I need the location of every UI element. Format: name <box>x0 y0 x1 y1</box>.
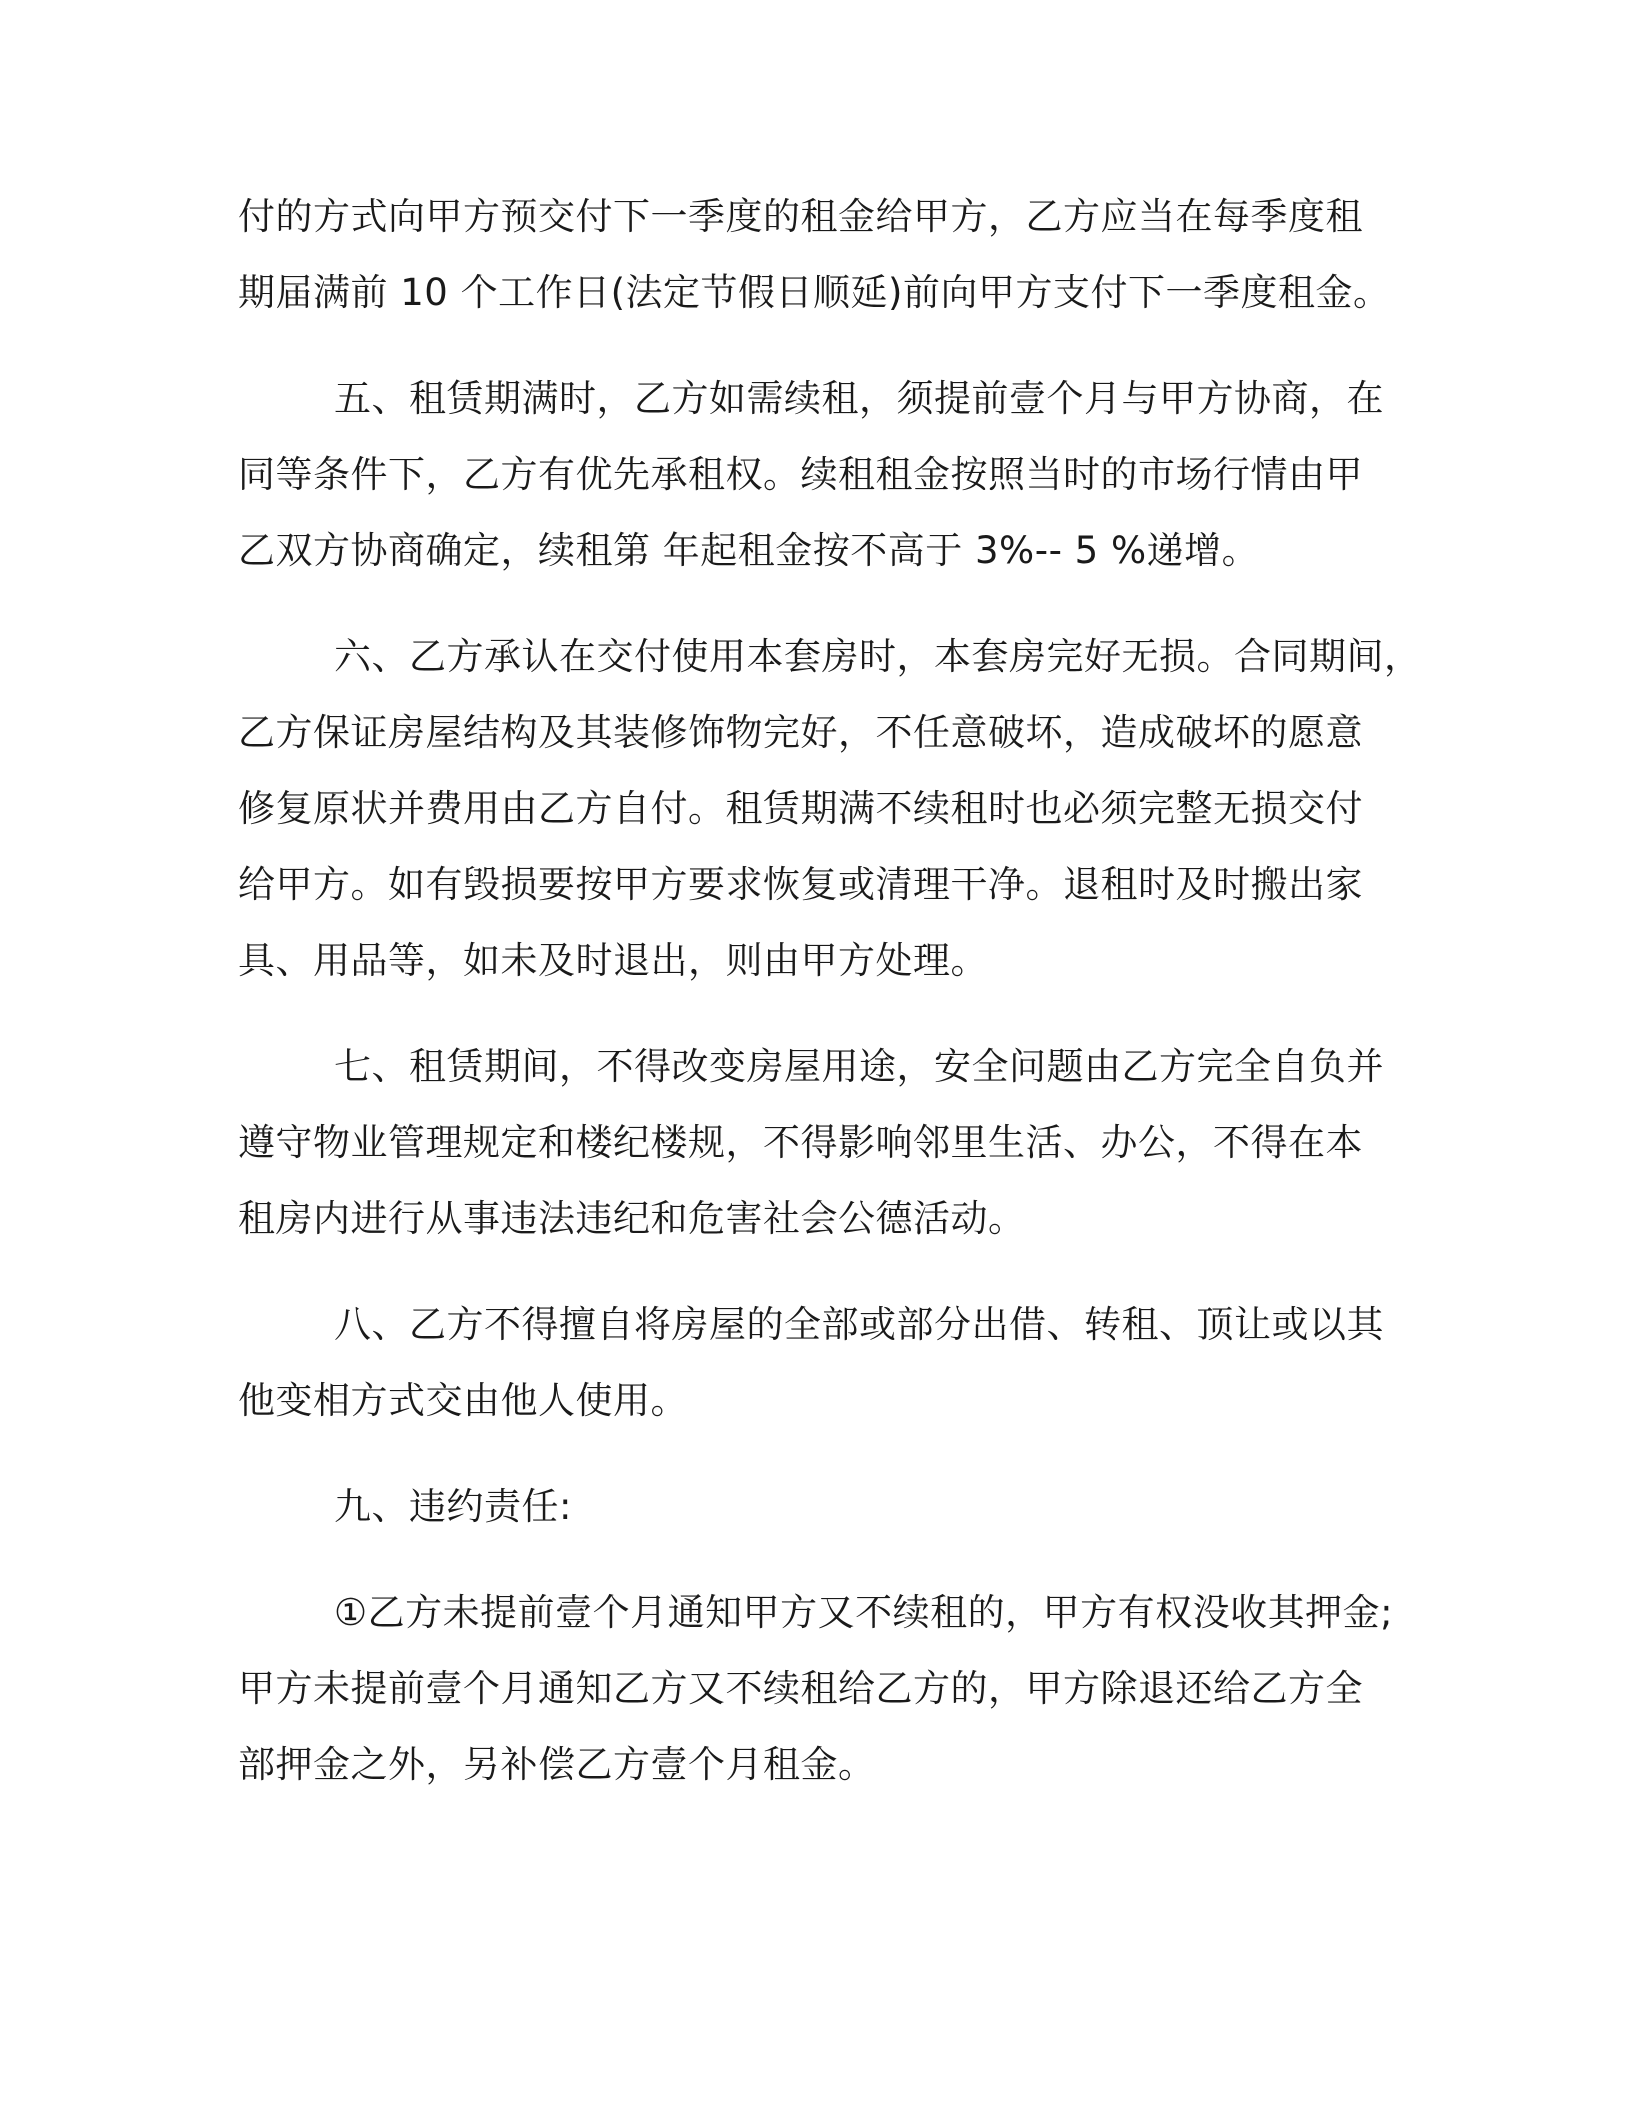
paragraph-line: 九、违约责任: <box>334 1485 572 1528</box>
paragraph-line: 七、租赁期间，不得改变房屋用途，安全问题由乙方完全自负并 <box>334 1045 1384 1088</box>
paragraph-line: 八、乙方不得擅自将房屋的全部或部分出借、转租、顶让或以其 <box>334 1303 1384 1346</box>
paragraph-line: ①乙方未提前壹个月通知甲方又不续租的，甲方有权没收其押金; <box>334 1591 1394 1634</box>
paragraph-line: 具、用品等，如未及时退出，则由甲方处理。 <box>238 939 988 982</box>
paragraph-line: 五、租赁期满时，乙方如需续租，须提前壹个月与甲方协商，在 <box>334 377 1384 420</box>
paragraph-line: 甲方未提前壹个月通知乙方又不续租给乙方的，甲方除退还给乙方全 <box>238 1667 1363 1710</box>
paragraph-line: 六、乙方承认在交付使用本套房时，本套房完好无损。合同期间， <box>334 635 1422 678</box>
paragraph-line: 给甲方。如有毁损要按甲方要求恢复或清理干净。退租时及时搬出家 <box>238 863 1363 906</box>
paragraph-line: 期届满前 10 个工作日(法定节假日顺延)前向甲方支付下一季度租金。 <box>238 271 1391 314</box>
paragraph-line: 遵守物业管理规定和楼纪楼规，不得影响邻里生活、办公，不得在本 <box>238 1121 1363 1164</box>
paragraph-line: 修复原状并费用由乙方自付。租赁期满不续租时也必须完整无损交付 <box>238 787 1363 830</box>
paragraph-line: 乙方保证房屋结构及其装修饰物完好，不任意破坏，造成破坏的愿意 <box>238 711 1363 754</box>
paragraph-line: 部押金之外，另补偿乙方壹个月租金。 <box>238 1743 876 1786</box>
paragraph-line: 同等条件下，乙方有优先承租权。续租租金按照当时的市场行情由甲 <box>238 453 1363 496</box>
paragraph-line: 租房内进行从事违法违纪和危害社会公德活动。 <box>238 1197 1026 1240</box>
paragraph-line: 他变相方式交由他人使用。 <box>238 1379 688 1422</box>
paragraph-line: 乙双方协商确定，续租第 年起租金按不高于 3%-- 5 %递增。 <box>238 529 1260 572</box>
paragraph-line: 付的方式向甲方预交付下一季度的租金给甲方，乙方应当在每季度租 <box>238 195 1363 238</box>
